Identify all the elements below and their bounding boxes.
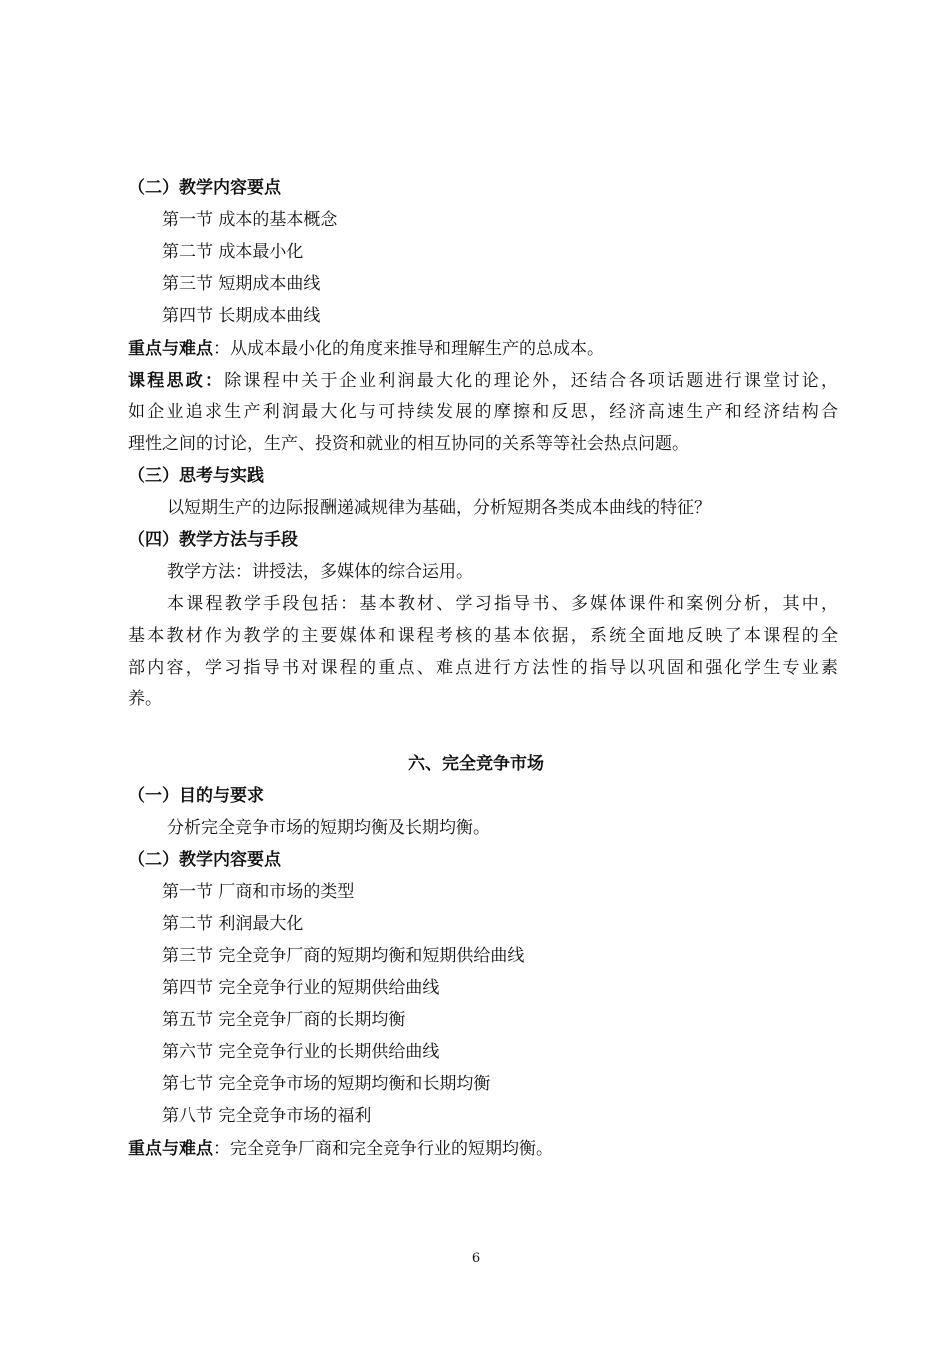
- means-line: 养。: [128, 689, 162, 709]
- list-item: [162, 913, 872, 935]
- key-points-paragraph: [128, 1138, 838, 1160]
- key-points-text: ：从成本最小化的角度来推导和理解生产的总成本。: [213, 339, 604, 359]
- section-title: 完全竞争行业的长期供给曲线: [218, 1042, 440, 1062]
- list-item: [162, 1073, 872, 1095]
- section-number: 第三节: [162, 946, 213, 966]
- section-title: 成本的基本概念: [218, 210, 338, 230]
- means-line: 本课程教学手段包括：基本教材、学习指导书、多媒体课件和案例分析，其中，: [167, 594, 838, 614]
- list-item: [162, 977, 872, 999]
- section-title: 完全竞争市场的福利: [218, 1106, 372, 1126]
- section-title: 完全竞争市场的短期均衡和长期均衡: [218, 1074, 491, 1094]
- practice-text: 以短期生产的边际报酬递减规律为基础，分析短期各类成本曲线的特征？: [167, 498, 711, 518]
- list-item: [162, 881, 872, 903]
- section-title: 完全竞争行业的短期供给曲线: [218, 978, 440, 998]
- section-number: 第七节: [162, 1074, 213, 1094]
- section-title: 利润最大化: [218, 914, 304, 934]
- section-number: 第二节: [162, 242, 213, 262]
- list-item: [162, 945, 872, 967]
- key-points-label: 重点与难点: [128, 339, 213, 359]
- section-title: 短期成本曲线: [218, 274, 321, 294]
- key-points-label: 重点与难点: [128, 1139, 213, 1159]
- section-number: 第三节: [162, 274, 213, 294]
- ideology-text: 除课程中关于企业利润最大化的理论外，还结合各项话题进行课堂讨论，: [224, 371, 838, 391]
- ideology-label: 课程思政：: [128, 371, 225, 391]
- list-item: [162, 241, 872, 263]
- section-number: 第五节: [162, 1010, 213, 1030]
- section-title: 完全竞争厂商的短期均衡和短期供给曲线: [218, 946, 525, 966]
- list-item: [162, 1009, 872, 1031]
- section-number: 第二节: [162, 914, 213, 934]
- means-line: 部内容，学习指导书对课程的重点、难点进行方法性的指导以巩固和强化学生专业素: [128, 658, 838, 678]
- list-item: [162, 1041, 872, 1063]
- ideology-line: 如企业追求生产利润最大化与可持续发展的摩擦和反思，经济高速生产和经济结构合: [128, 402, 838, 422]
- key-points-text: ：完全竞争厂商和完全竞争行业的短期均衡。: [213, 1139, 553, 1159]
- section-title: 完全竞争厂商的长期均衡: [218, 1010, 406, 1030]
- section-number: 第四节: [162, 978, 213, 998]
- section-heading-practice: （三）思考与实践: [128, 466, 264, 486]
- section-heading-methods: （四）教学方法与手段: [128, 530, 298, 550]
- list-item: [162, 273, 872, 295]
- ideology-line: [128, 370, 838, 392]
- section-title: 成本最小化: [218, 242, 304, 262]
- section-number: 第一节: [162, 210, 213, 230]
- chapter-title: 六、完全竞争市场: [408, 754, 544, 774]
- section-heading-content-points: （二）教学内容要点: [128, 850, 281, 870]
- section-number: 第四节: [162, 306, 213, 326]
- section-title: 长期成本曲线: [218, 306, 321, 326]
- key-points-paragraph: [128, 338, 838, 360]
- section-number: 第一节: [162, 882, 213, 902]
- section-heading-content-points: （二）教学内容要点: [128, 178, 281, 198]
- list-item: [162, 1105, 872, 1127]
- list-item: [162, 305, 872, 327]
- list-item: [162, 209, 872, 231]
- method-text: 教学方法：讲授法，多媒体的综合运用。: [167, 562, 473, 582]
- ideology-line: 理性之间的讨论，生产、投资和就业的相互协同的关系等等社会热点问题。: [128, 434, 689, 454]
- page-number: 6: [471, 1251, 481, 1266]
- section-number: 第八节: [162, 1106, 213, 1126]
- goal-text: 分析完全竞争市场的短期均衡及长期均衡。: [167, 818, 490, 838]
- section-title: 厂商和市场的类型: [218, 882, 355, 902]
- section-number: 第六节: [162, 1042, 213, 1062]
- section-heading-goals: （一）目的与要求: [128, 786, 264, 806]
- means-line: 基本教材作为教学的主要媒体和课程考核的基本依据，系统全面地反映了本课程的全: [128, 626, 838, 646]
